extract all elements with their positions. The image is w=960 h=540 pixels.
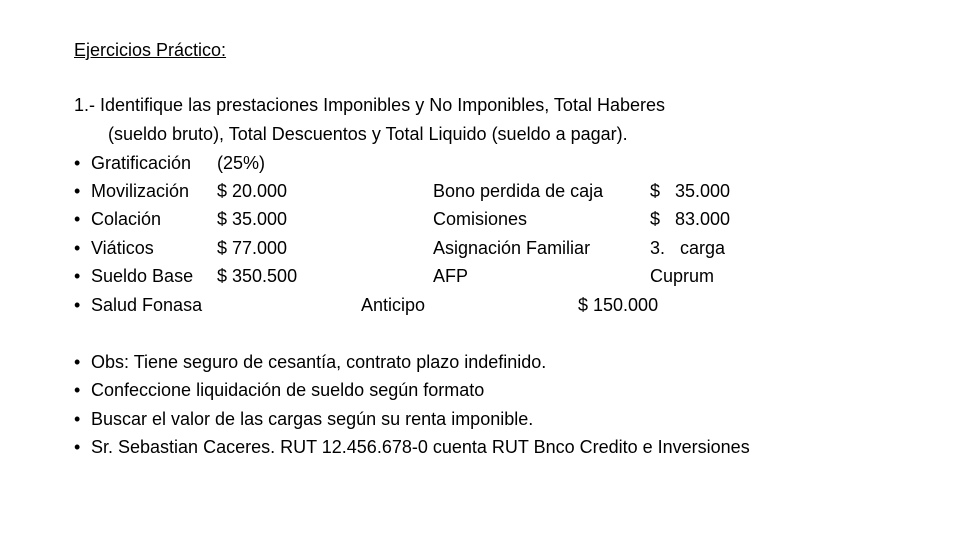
note-item: Obs: Tiene seguro de cesantía, contrato plazo indefinido. bbox=[91, 352, 547, 372]
item-label-afp: AFP bbox=[433, 266, 469, 286]
bullet-marker: • bbox=[74, 238, 81, 258]
item-label-bono: Bono perdida de caja bbox=[433, 181, 604, 201]
bullet-marker: • bbox=[74, 409, 81, 429]
item-value-colacion: $ 35.000 bbox=[217, 209, 288, 229]
bullet-marker: • bbox=[74, 437, 81, 457]
page-title: Ejercicios Práctico: bbox=[74, 40, 227, 60]
bullet-marker: • bbox=[74, 181, 81, 201]
item-value-viaticos: $ 77.000 bbox=[217, 238, 288, 258]
item-value-movilizacion: $ 20.000 bbox=[217, 181, 288, 201]
item-label-salud: Salud Fonasa bbox=[91, 295, 203, 315]
bullet-marker: • bbox=[74, 266, 81, 286]
note-item: Confeccione liquidación de sueldo según formato bbox=[91, 380, 485, 400]
item-label-asignacion: Asignación Familiar bbox=[433, 238, 591, 258]
bullet-marker: • bbox=[74, 352, 81, 372]
bullet-marker: • bbox=[74, 295, 81, 315]
bullet-marker: • bbox=[74, 153, 81, 173]
item-label-anticipo: Anticipo bbox=[361, 295, 426, 315]
item-value-asignacion: 3. carga bbox=[650, 238, 726, 258]
bullet-marker: • bbox=[74, 209, 81, 229]
item-label-viaticos: Viáticos bbox=[91, 238, 154, 258]
item-label-sueldo-base: Sueldo Base bbox=[91, 266, 194, 286]
item-value-bono: $ 35.000 bbox=[650, 181, 731, 201]
note-item: Sr. Sebastian Caceres. RUT 12.456.678-0 cuenta RUT Bnco Credito e Inversiones bbox=[91, 437, 750, 457]
item-label-movilizacion: Movilización bbox=[91, 181, 190, 201]
item-value-sueldo-base: $ 350.500 bbox=[217, 266, 298, 286]
item-label-colacion: Colación bbox=[91, 209, 162, 229]
note-item: Buscar el valor de las cargas según su renta imponible. bbox=[91, 409, 534, 429]
item-value-gratificacion: (25%) bbox=[217, 153, 266, 173]
item-value-anticipo: $ 150.000 bbox=[578, 295, 659, 315]
instruction-line-1: 1.- Identifique las prestaciones Imponibles y No Imponibles, Total Haberes bbox=[74, 95, 665, 115]
item-label-comisiones: Comisiones bbox=[433, 209, 528, 229]
item-label-gratificacion: Gratificación bbox=[91, 153, 192, 173]
item-value-comisiones: $ 83.000 bbox=[650, 209, 731, 229]
item-value-afp: Cuprum bbox=[650, 266, 715, 286]
instruction-line-2: (sueldo bruto), Total Descuentos y Total Liquido (sueldo a pagar). bbox=[108, 124, 628, 144]
bullet-marker: • bbox=[74, 380, 81, 400]
